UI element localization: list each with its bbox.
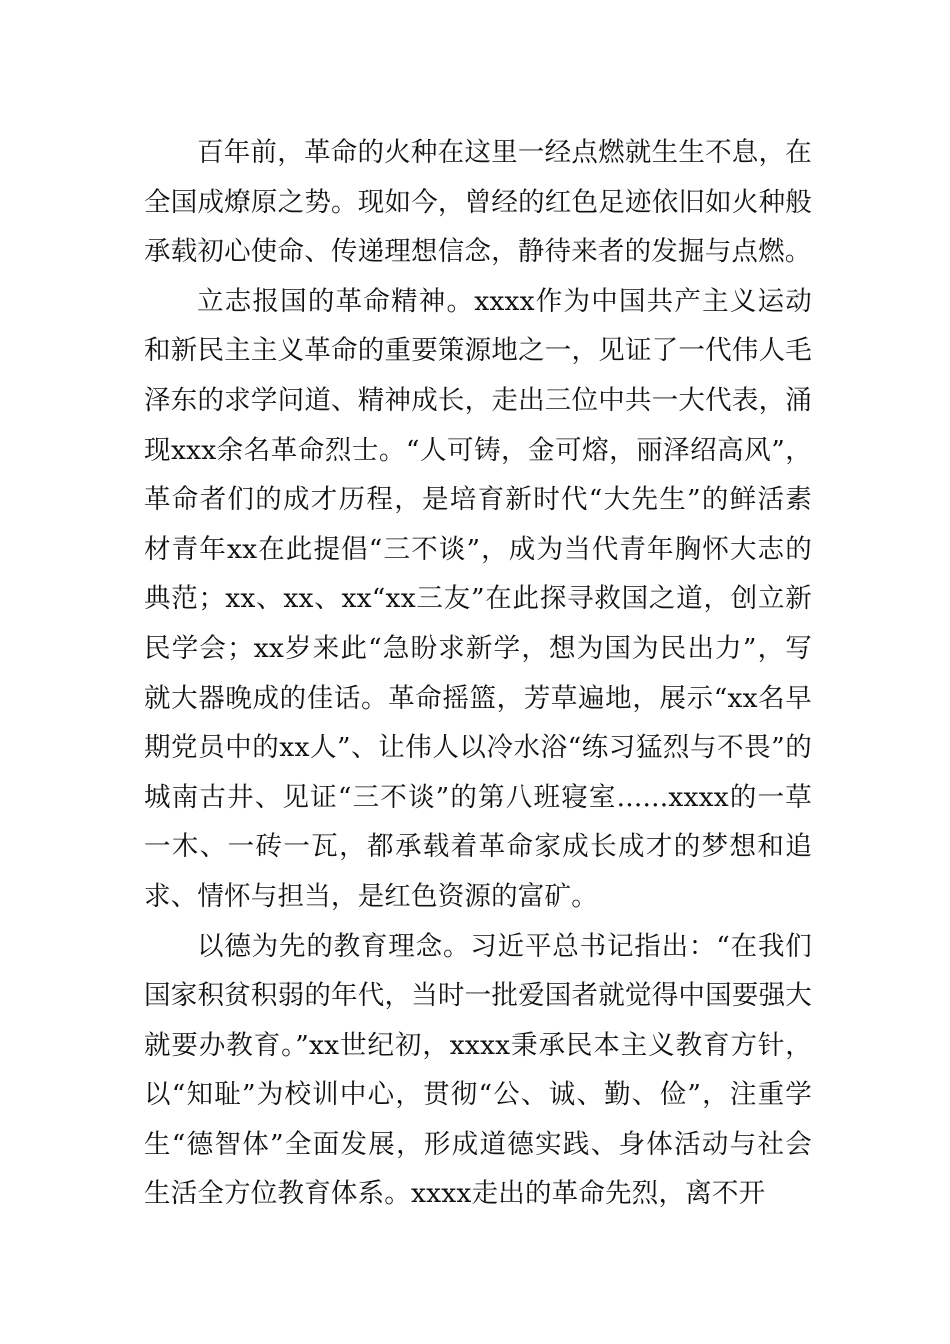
paragraph-intro: 百年前，革命的火种在这里一经点燃就生生不息，在全国成燎原之势。现如今，曾经的红色足迹依旧如火种般承载初心使命、传递理想信念，静待来者的发掘与点燃。 [144, 137, 812, 268]
document-body [144, 128, 812, 1219]
paragraph-education-philosophy: 以德为先的教育理念。习近平总书记指出：“在我们国家积贫积弱的年代，当时一批爱国者就觉得中国要强大就要办教育。”xx世纪初，xxxx秉承民本主义教育方针，以“知耻”为校训中心，贯彻“公、诚、勤、俭”，注重学生“德智体”全面发展，形成道德实践、身体活动与社会生活全方位教育体系。xxxx走出的革命先烈，离不开 [144, 930, 812, 1210]
paragraph-revolutionary-spirit: 立志报国的革命精神。xxxx作为中国共产主义运动和新民主主义革命的重要策源地之一，见证了一代伟人毛泽东的求学问道、精神成长，走出三位中共一大代表，涌现xxx余名革命烈士。“人可铸，金可熔，丽泽绍高风”，革命者们的成才历程，是培育新时代“大先生”的鲜活素材青年xx在此提倡“三不谈”，成为当代青年胸怀大志的典范；xx、xx、xx“xx三友”在此探寻救国之道，创立新民学会；xx岁来此“急盼求新学，想为国为民出力”，写就大器晚成的佳话。革命摇篮，芳草遍地，展示“xx名早期党员中的xx人”、让伟人以冷水浴“练习猛烈与不畏”的城南古井、见证“三不谈”的第八班寝室......xxxx的一草一木、一砖一瓦，都承载着革命家成长成才的梦想和追求、情怀与担当，是红色资源的富矿。 [144, 285, 812, 912]
